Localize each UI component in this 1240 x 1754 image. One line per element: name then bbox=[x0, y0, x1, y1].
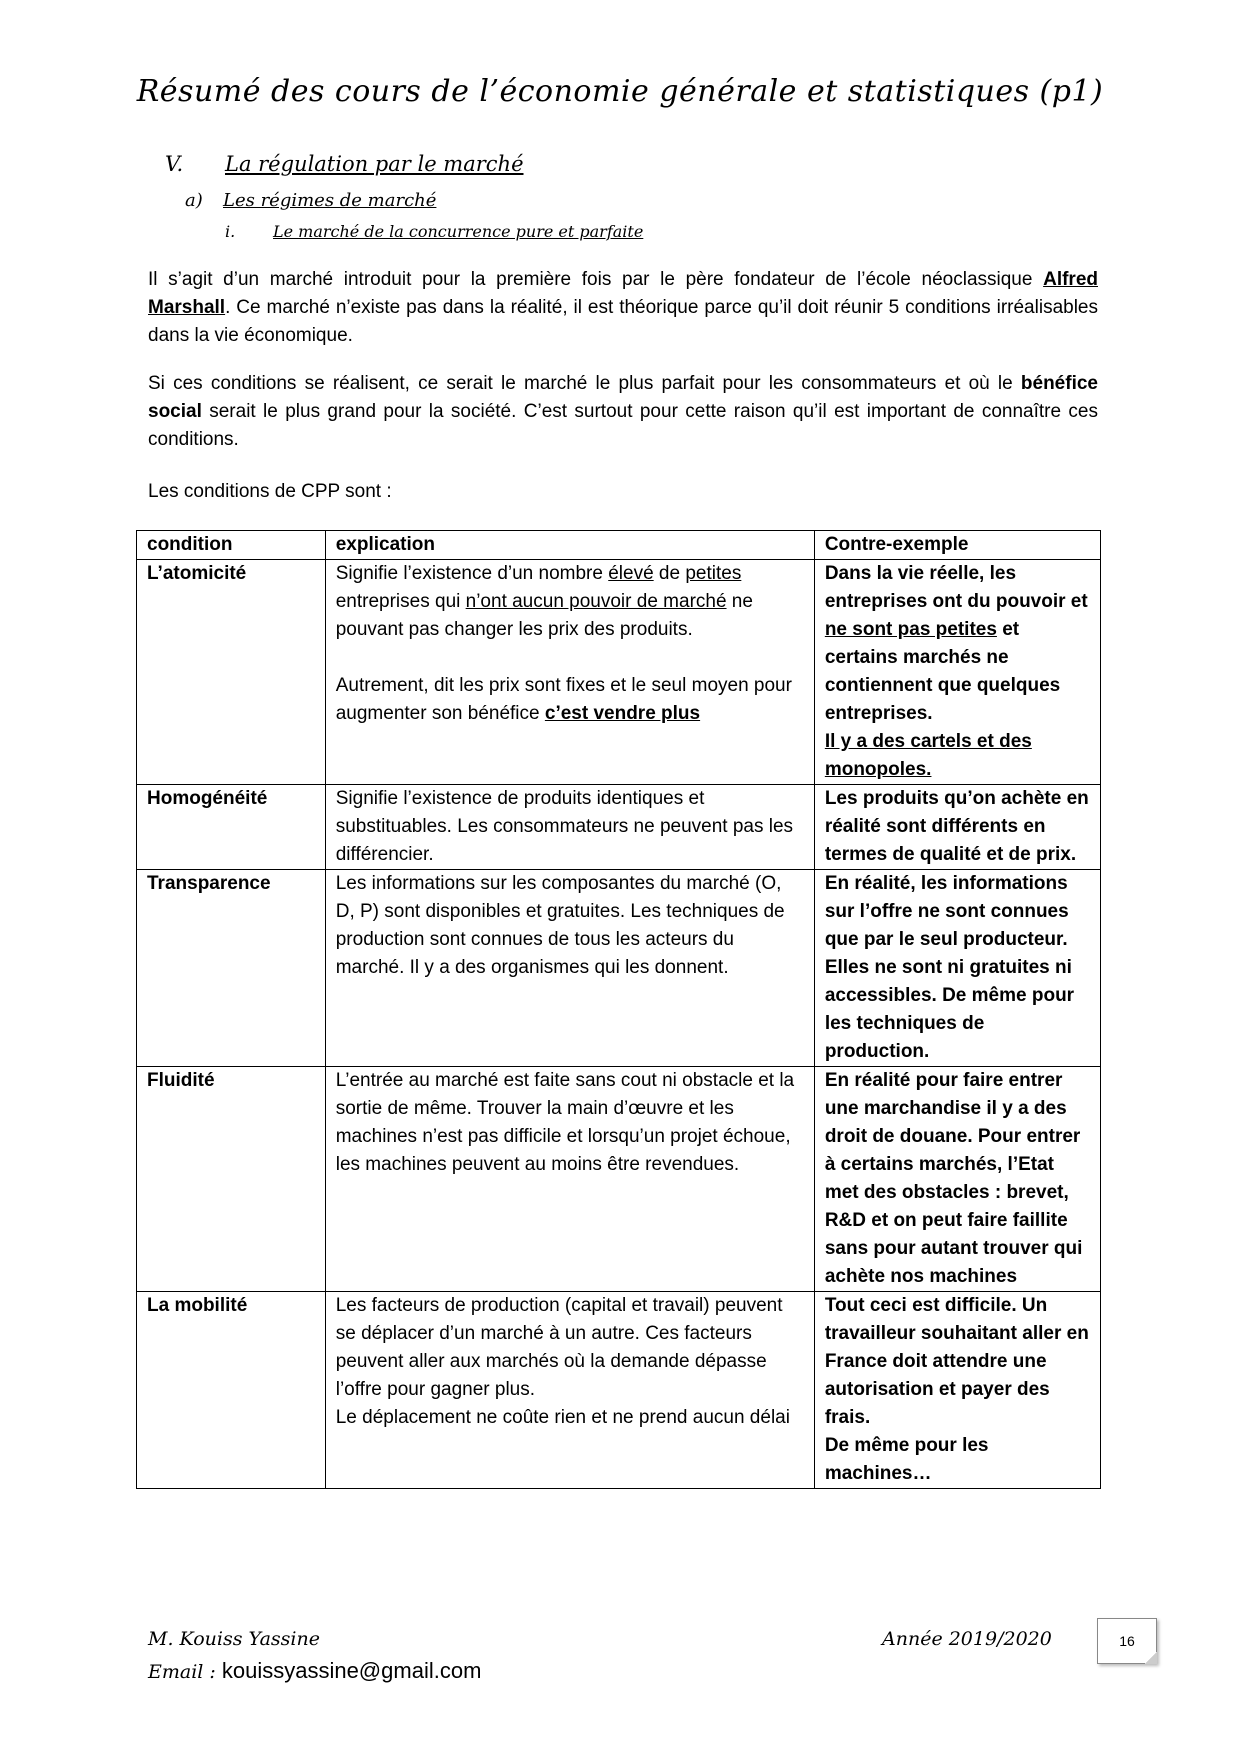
email-label: Email : bbox=[148, 1661, 216, 1683]
condition-cell: La mobilité bbox=[137, 1292, 326, 1489]
page-number-box bbox=[1097, 1618, 1157, 1664]
counter-underline: ne sont pas petites bbox=[824, 619, 997, 640]
page-title: Résumé des cours de l’économie générale et statistiques (p1) bbox=[136, 74, 1104, 109]
page-number: 16 bbox=[1119, 1633, 1135, 1649]
para2-text-b: serait le plus grand pour la société. C’est surtout pour cette raison qu’il est important de connaître ces conditions. bbox=[148, 401, 1098, 450]
exp-text: de bbox=[653, 563, 686, 584]
counter-text: Dans la vie réelle, les entreprises ont du pouvoir et bbox=[824, 563, 1088, 612]
explication-cell: Signifie l’existence de produits identiques et substituables. Les consommateurs ne peuvent pas les différencier. bbox=[325, 785, 814, 870]
page-curl-icon bbox=[1145, 1652, 1157, 1664]
para1-text-b: . Ce marché n’existe pas dans la réalité, il est théorique parce qu’il doit réunir 5 conditions irréalisables dans la vie économique. bbox=[148, 297, 1098, 346]
counter-cell bbox=[814, 1292, 1100, 1489]
conditions-table bbox=[136, 530, 1101, 1489]
conditions-paragraph bbox=[148, 370, 1098, 454]
exp-text: Le déplacement ne coûte rien et ne prend aucun délai bbox=[335, 1407, 790, 1428]
exp-underline: n’ont aucun pouvoir de marché bbox=[465, 591, 727, 612]
condition-cell: Transparence bbox=[137, 870, 326, 1067]
exp-text: Signifie l’existence d’un nombre bbox=[335, 563, 609, 584]
header-condition: condition bbox=[137, 531, 326, 560]
exp-underline: élevé bbox=[608, 563, 654, 584]
counter-cell: En réalité, les informations sur l’offre ne sont connues que par le seul producteur. Elles ne sont ni gratuites ni accessibles. De même pour les techniques de production. bbox=[814, 870, 1100, 1067]
table-row bbox=[137, 785, 1101, 870]
table-row bbox=[137, 1292, 1101, 1489]
author-footer: M. Kouiss Yassine bbox=[148, 1628, 320, 1650]
exp-text: entreprises qui bbox=[335, 591, 466, 612]
counter-cell: En réalité pour faire entrer une marchandise il y a des droit de douane. Pour entrer à certains marchés, l’Etat met des obstacles : brevet, R&D et on peut faire faillite sans pour autant trouver qui achète nos machines bbox=[814, 1067, 1100, 1292]
condition-cell: L’atomicité bbox=[137, 560, 326, 785]
subsection-heading bbox=[185, 190, 436, 211]
email-footer bbox=[148, 1658, 481, 1684]
counter-text: De même pour les machines… bbox=[824, 1435, 989, 1484]
exp-text: Autrement, dit les prix sont fixes et le seul moyen pour augmenter son bénéfice bbox=[335, 675, 792, 724]
benefice-social: bénéfice social bbox=[148, 373, 1098, 422]
explication-cell: L’entrée au marché est faite sans cout ni obstacle et la sortie de même. Trouver la main d’œuvre et les machines n’est pas difficile et lorsqu’un projet échoue, les machines peuvent au moins être revendues. bbox=[325, 1067, 814, 1292]
email-address: kouissyassine@gmail.com bbox=[221, 1658, 482, 1683]
condition-cell: Homogénéité bbox=[137, 785, 326, 870]
para2-text-a: Si ces conditions se réalisent, ce serait le marché le plus parfait pour les consommateurs et où le bbox=[148, 373, 1021, 394]
section-label: La régulation par le marché bbox=[225, 152, 524, 176]
para1-text-a: Il s’agit d’un marché introduit pour la première fois par le père fondateur de l’école néoclassique bbox=[148, 269, 1044, 290]
condition-cell: Fluidité bbox=[137, 1067, 326, 1292]
explication-cell bbox=[325, 560, 814, 785]
intro-paragraph bbox=[148, 266, 1098, 350]
exp-second-paragraph bbox=[336, 672, 804, 728]
author-name: Alfred Marshall bbox=[148, 269, 1098, 318]
table-row bbox=[137, 1067, 1101, 1292]
subsubsection-number: i. bbox=[225, 222, 236, 241]
section-number: V. bbox=[165, 152, 184, 176]
counter-text: et certains marchés ne contiennent que quelques entreprises. bbox=[824, 619, 1061, 724]
exp-underline: petites bbox=[685, 563, 742, 584]
exp-text: ne pouvant pas changer les prix des produits. bbox=[335, 591, 753, 640]
subsubsection-label: Le marché de la concurrence pure et parfaite bbox=[273, 222, 644, 241]
subsection-number: a) bbox=[185, 190, 203, 211]
exp-bold-underline: c’est vendre plus bbox=[544, 703, 701, 724]
subsection-label: Les régimes de marché bbox=[223, 190, 437, 211]
exp-text: Les facteurs de production (capital et travail) peuvent se déplacer d’un marché à un autre. Ces facteurs peuvent aller aux marchés où la demande dépasse l’offre pour gagner plus. bbox=[335, 1295, 783, 1400]
table-row bbox=[137, 870, 1101, 1067]
subsubsection-heading bbox=[225, 222, 643, 241]
explication-cell: Les informations sur les composantes du marché (O, D, P) sont disponibles et gratuites. Les techniques de production sont connues de tous les acteurs du marché. Il y a des organismes qui les donnent. bbox=[325, 870, 814, 1067]
counter-text: Tout ceci est difficile. Un travailleur souhaitant aller en France doit attendre une autorisation et payer des frais. bbox=[824, 1295, 1089, 1428]
counter-cell bbox=[814, 560, 1100, 785]
header-contre-exemple: Contre-exemple bbox=[814, 531, 1100, 560]
year-footer: Année 2019/2020 bbox=[882, 1628, 1052, 1650]
counter-underline-line: Il y a des cartels et des monopoles. bbox=[824, 731, 1032, 780]
counter-cell: Les produits qu’on achète en réalité sont différents en termes de qualité et de prix. bbox=[814, 785, 1100, 870]
header-explication: explication bbox=[325, 531, 814, 560]
explication-cell bbox=[325, 1292, 814, 1489]
conditions-intro: Les conditions de CPP sont : bbox=[148, 481, 392, 502]
section-heading bbox=[165, 152, 524, 176]
table-header-row bbox=[137, 531, 1101, 560]
table-row bbox=[137, 560, 1101, 785]
